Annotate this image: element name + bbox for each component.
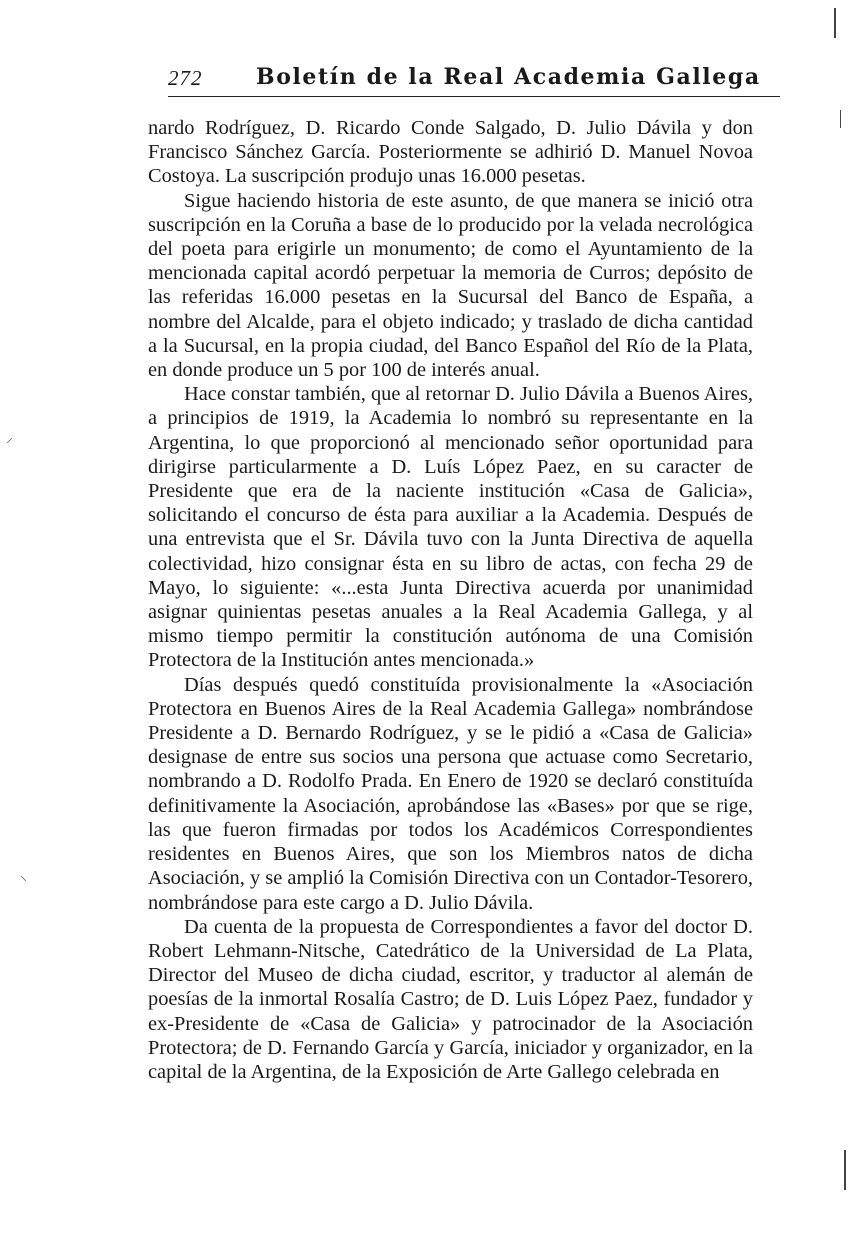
paragraph: Sigue haciendo historia de este asunto, de que manera se inició otra suscripción en la Coruña a base de lo producido por la velada necrológica del poeta para erigirle un monumento; de como el Ayuntamiento de la mencionada capital acordó perpetuar la memoria de Curros; depósito de las referidas 16.000 pesetas en la Sucursal del Banco de España, a nombre del Alcalde, para el objeto indicado; y traslado de dicha cantidad a la Sucursal, en la propia ciudad, del Banco Español del Río de la Plata, en donde produce un 5 por 100 de interés anual.: [148, 189, 753, 382]
paragraph: Da cuenta de la propuesta de Correspondientes a favor del doctor D. Robert Lehmann-Nitsche, Catedrático de la Universidad de La Plata, Director del Museo de dicha ciudad, escritor, y traductor al alemán de poesías de la inmortal Rosalía Castro; de D. Luis López Paez, fundador y ex-Presidente de «Casa de Galicia» y patrocinador de la Asociación Protectora; de D. Fernando García y García, iniciador y organizador, en la capital de la Argentina, de la Exposición de Arte Gallego celebrada en: [148, 915, 753, 1083]
body-text: [148, 116, 753, 1084]
scan-edge-mark: [834, 8, 836, 38]
page-header: [168, 62, 780, 97]
running-title: Boletín de la Real Academia Gallega: [256, 64, 761, 90]
scan-edge-mark: [844, 1150, 846, 1190]
page-number: 272: [168, 66, 203, 90]
scan-margin-mark: ⸝: [6, 431, 13, 446]
scan-edge-mark: [840, 110, 841, 128]
paragraph: Días después quedó constituída provisionalmente la «Asociación Protectora en Buenos Aires de la Real Academia Gallega» nombrándose Presidente a D. Bernardo Rodríguez, y se le pidió a «Casa de Galicia» designase de entre sus socios una persona que actuase como Secretario, nombrando a D. Rodolfo Prada. En Enero de 1920 se declaró constituída definitivamente la Asociación, aprobándose las «Bases» por que se rige, las que fueron firmadas por todos los Académicos Correspondientes residentes en Buenos Aires, que son los Miembros natos de dicha Asociación, y se amplió la Comisión Directiva con un Contador-Tesorero, nombrándose para este cargo a D. Julio Dávila.: [148, 673, 753, 914]
paragraph: Hace constar también, que al retornar D. Julio Dávila a Buenos Aires, a principios de 1919, la Academia lo nombró su representante en la Argentina, lo que proporcionó al mencionado señor oportunidad para dirigirse particularmente a D. Luís López Paez, en su caracter de Presidente que era de la naciente institución «Casa de Galicia», solicitando el concurso de ésta para auxiliar a la Academia. Después de una entrevista que el Sr. Dávila tuvo con la Junta Directiva de aquella colectividad, hizo consignar ésta en su libro de actas, con fecha 29 de Mayo, lo siguiente: «...esta Junta Directiva acuerda por unanimidad asignar quinientas pesetas anuales a la Real Academia Gallega, y al mismo tiempo permitir la constitución autónoma de una Comisión Protectora de la Institución antes mencionada.»: [148, 383, 753, 672]
paragraph-continued: nardo Rodríguez, D. Ricardo Conde Salgado, D. Julio Dávila y don Francisco Sánchez García. Posteriormente se adhirió D. Manuel Novoa Costoya. La suscripción produjo unas 16.000 pesetas.: [148, 117, 753, 188]
scan-margin-mark: ⸜: [20, 869, 27, 884]
